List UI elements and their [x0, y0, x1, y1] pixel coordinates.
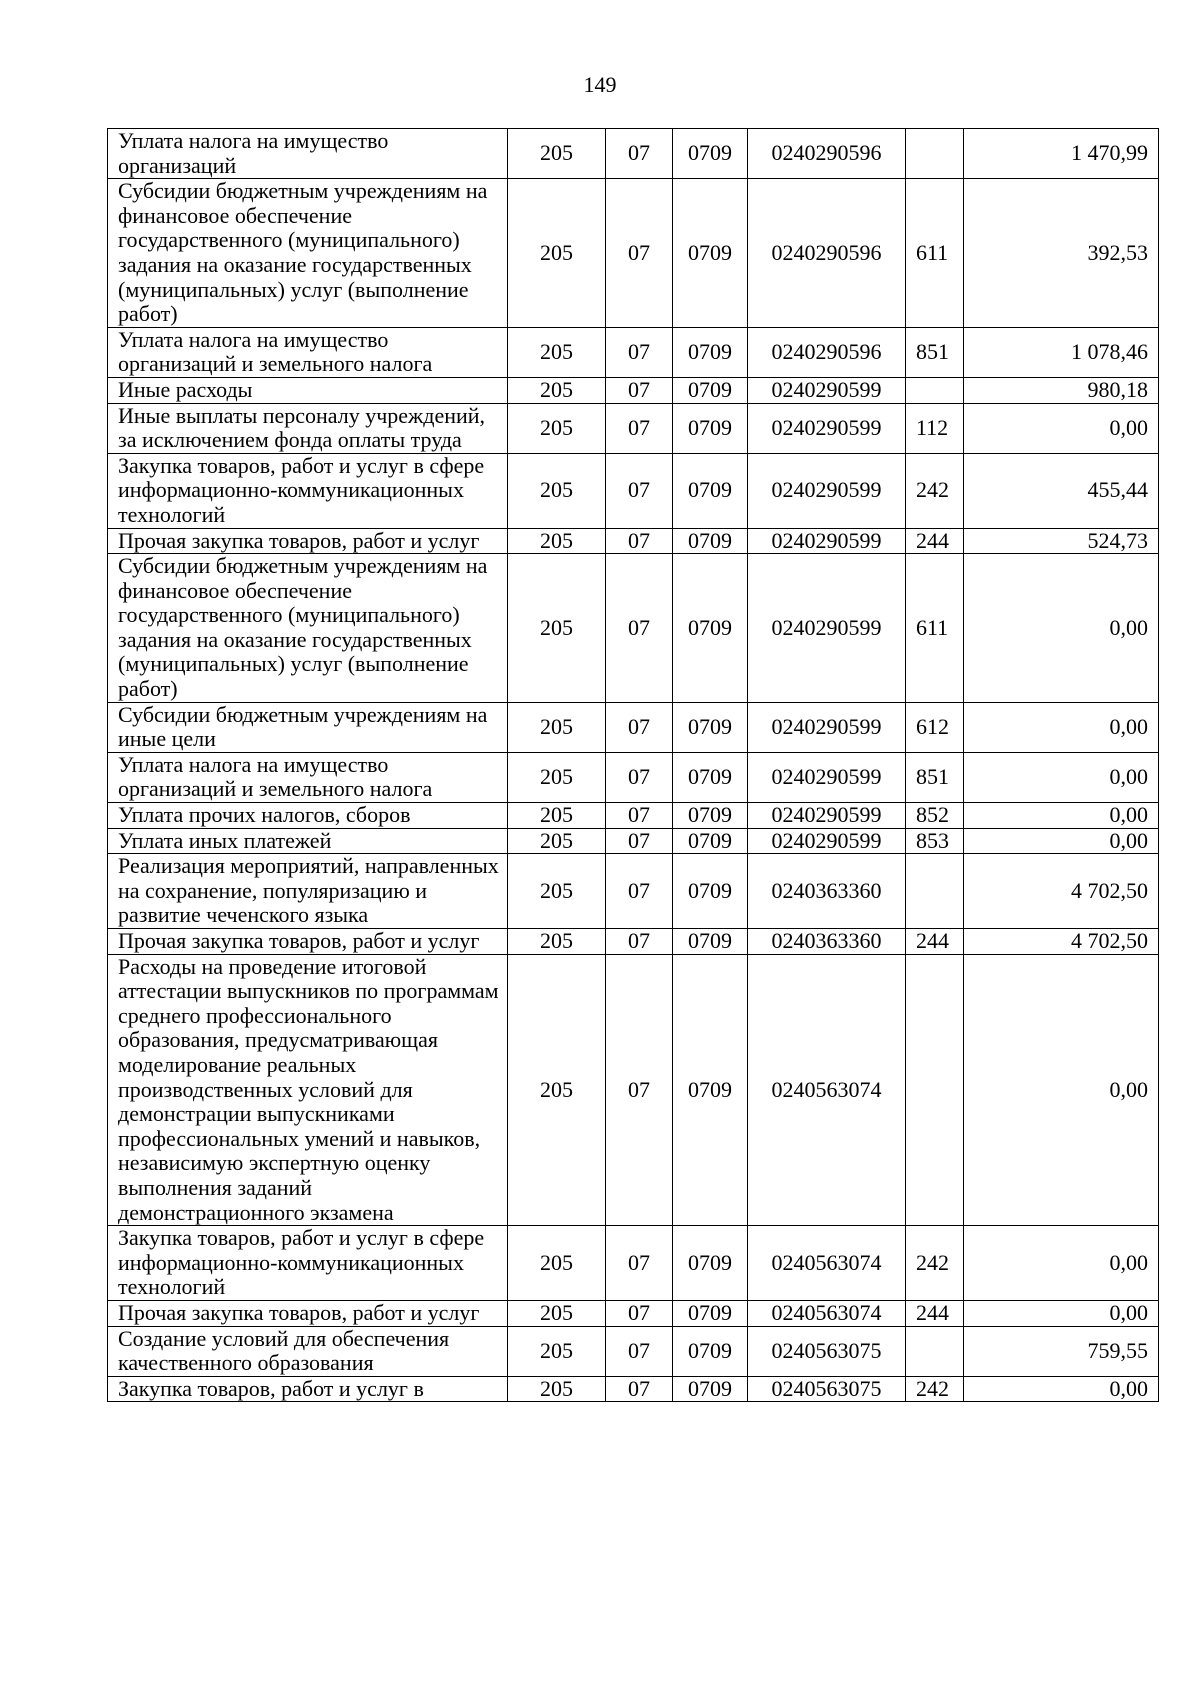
row-section-code: 07: [606, 702, 673, 752]
row-target-article-code: 0240290599: [748, 403, 906, 453]
row-ved-code: 205: [508, 179, 606, 328]
row-name: Уплата налога на имущество организаций и земельного налога: [108, 752, 508, 802]
row-section-code: 07: [606, 1326, 673, 1376]
row-ved-code: 205: [508, 554, 606, 703]
row-expense-type-code: 851: [906, 327, 964, 377]
row-ved-code: 205: [508, 377, 606, 403]
row-name: Закупка товаров, работ и услуг в сфере информационно-коммуникационных технологий: [108, 453, 508, 528]
row-amount: 0,00: [964, 954, 1159, 1226]
table-row: [108, 377, 1159, 403]
row-section-code: 07: [606, 1376, 673, 1402]
row-target-article-code: 0240290599: [748, 554, 906, 703]
row-subsection-code: 0709: [673, 528, 748, 554]
table-row: [108, 1300, 1159, 1326]
row-subsection-code: 0709: [673, 954, 748, 1226]
table-row: [108, 929, 1159, 955]
row-expense-type-code: 112: [906, 403, 964, 453]
table-body: [108, 129, 1159, 1402]
row-target-article-code: 0240290599: [748, 828, 906, 854]
row-expense-type-code: 611: [906, 179, 964, 328]
row-subsection-code: 0709: [673, 129, 748, 179]
row-section-code: 07: [606, 803, 673, 829]
row-expense-type-code: 242: [906, 1376, 964, 1402]
row-target-article-code: 0240563074: [748, 1300, 906, 1326]
row-ved-code: 205: [508, 702, 606, 752]
row-ved-code: 205: [508, 954, 606, 1226]
row-subsection-code: 0709: [673, 554, 748, 703]
row-expense-type-code: 851: [906, 752, 964, 802]
table-row: [108, 453, 1159, 528]
row-amount: 4 702,50: [964, 929, 1159, 955]
row-name: Уплата налога на имущество организаций и земельного налога: [108, 327, 508, 377]
row-ved-code: 205: [508, 453, 606, 528]
row-expense-type-code: 853: [906, 828, 964, 854]
row-name: Реализация мероприятий, направленных на сохранение, популяризацию и развитие чеченского языка: [108, 854, 508, 929]
row-ved-code: 205: [508, 929, 606, 955]
row-expense-type-code: 244: [906, 1300, 964, 1326]
row-expense-type-code: 242: [906, 1226, 964, 1301]
row-expense-type-code: 611: [906, 554, 964, 703]
row-target-article-code: 0240563074: [748, 954, 906, 1226]
row-expense-type-code: 244: [906, 929, 964, 955]
table-row: [108, 129, 1159, 179]
row-amount: 1 470,99: [964, 129, 1159, 179]
row-section-code: 07: [606, 129, 673, 179]
row-ved-code: 205: [508, 1376, 606, 1402]
row-expense-type-code: 244: [906, 528, 964, 554]
row-name: Уплата иных платежей: [108, 828, 508, 854]
row-target-article-code: 0240290596: [748, 327, 906, 377]
row-amount: 0,00: [964, 828, 1159, 854]
row-section-code: 07: [606, 528, 673, 554]
row-expense-type-code: [906, 854, 964, 929]
row-name: Субсидии бюджетным учреждениям на иные цели: [108, 702, 508, 752]
row-name: Иные расходы: [108, 377, 508, 403]
row-name: Уплата налога на имущество организаций: [108, 129, 508, 179]
row-ved-code: 205: [508, 828, 606, 854]
row-amount: 0,00: [964, 1226, 1159, 1301]
row-subsection-code: 0709: [673, 377, 748, 403]
row-target-article-code: 0240563075: [748, 1376, 906, 1402]
row-amount: 0,00: [964, 1376, 1159, 1402]
row-ved-code: 205: [508, 403, 606, 453]
row-target-article-code: 0240290596: [748, 179, 906, 328]
row-amount: 759,55: [964, 1326, 1159, 1376]
row-amount: 0,00: [964, 803, 1159, 829]
table-row: [108, 954, 1159, 1226]
row-target-article-code: 0240363360: [748, 854, 906, 929]
table-row: [108, 554, 1159, 703]
row-amount: 0,00: [964, 702, 1159, 752]
page-number: 149: [583, 72, 617, 97]
table-row: [108, 327, 1159, 377]
row-ved-code: 205: [508, 1226, 606, 1301]
row-amount: 0,00: [964, 1300, 1159, 1326]
row-ved-code: 205: [508, 854, 606, 929]
row-expense-type-code: 242: [906, 453, 964, 528]
row-ved-code: 205: [508, 129, 606, 179]
row-section-code: 07: [606, 377, 673, 403]
row-target-article-code: 0240363360: [748, 929, 906, 955]
row-amount: 0,00: [964, 403, 1159, 453]
row-ved-code: 205: [508, 1326, 606, 1376]
row-subsection-code: 0709: [673, 752, 748, 802]
row-subsection-code: 0709: [673, 327, 748, 377]
row-name: Закупка товаров, работ и услуг в сфере информационно-коммуникационных технологий: [108, 1226, 508, 1301]
table-row: [108, 828, 1159, 854]
row-amount: 1 078,46: [964, 327, 1159, 377]
row-target-article-code: 0240290599: [748, 752, 906, 802]
row-amount: 455,44: [964, 453, 1159, 528]
row-amount: 0,00: [964, 752, 1159, 802]
row-ved-code: 205: [508, 803, 606, 829]
table-row: [108, 1376, 1159, 1402]
row-subsection-code: 0709: [673, 403, 748, 453]
table-row: [108, 1226, 1159, 1301]
row-name: Уплата прочих налогов, сборов: [108, 803, 508, 829]
row-subsection-code: 0709: [673, 179, 748, 328]
row-amount: 980,18: [964, 377, 1159, 403]
row-subsection-code: 0709: [673, 1376, 748, 1402]
row-subsection-code: 0709: [673, 828, 748, 854]
row-amount: 524,73: [964, 528, 1159, 554]
row-name: Прочая закупка товаров, работ и услуг: [108, 1300, 508, 1326]
row-name: Прочая закупка товаров, работ и услуг: [108, 528, 508, 554]
table-row: [108, 803, 1159, 829]
row-subsection-code: 0709: [673, 929, 748, 955]
row-name: Создание условий для обеспечения качественного образования: [108, 1326, 508, 1376]
table-row: [108, 752, 1159, 802]
row-amount: 4 702,50: [964, 854, 1159, 929]
row-target-article-code: 0240290599: [748, 528, 906, 554]
row-section-code: 07: [606, 1300, 673, 1326]
table-row: [108, 528, 1159, 554]
row-amount: 0,00: [964, 554, 1159, 703]
table-row: [108, 179, 1159, 328]
row-expense-type-code: [906, 377, 964, 403]
table-row: [108, 702, 1159, 752]
row-target-article-code: 0240290599: [748, 803, 906, 829]
row-name: Расходы на проведение итоговой аттестации выпускников по программам среднего профессионального образования, предусматривающая моделирование реальных производственных условий для демонстрации выпускниками профессиональных умений и навыков, независимую экспертную оценку выполнения заданий демонстрационного экзамена: [108, 954, 508, 1226]
row-name: Иные выплаты персоналу учреждений, за исключением фонда оплаты труда: [108, 403, 508, 453]
row-name: Субсидии бюджетным учреждениям на финансовое обеспечение государственного (муниципального) задания на оказание государственных (муниципальных) услуг (выполнение работ): [108, 179, 508, 328]
row-subsection-code: 0709: [673, 1300, 748, 1326]
row-amount: 392,53: [964, 179, 1159, 328]
row-subsection-code: 0709: [673, 453, 748, 528]
row-name: Прочая закупка товаров, работ и услуг: [108, 929, 508, 955]
row-name: Субсидии бюджетным учреждениям на финансовое обеспечение государственного (муниципального) задания на оказание государственных (муниципальных) услуг (выполнение работ): [108, 554, 508, 703]
table-row: [108, 403, 1159, 453]
row-section-code: 07: [606, 929, 673, 955]
row-expense-type-code: 612: [906, 702, 964, 752]
row-subsection-code: 0709: [673, 1226, 748, 1301]
row-section-code: 07: [606, 453, 673, 528]
row-target-article-code: 0240290599: [748, 702, 906, 752]
row-subsection-code: 0709: [673, 803, 748, 829]
row-expense-type-code: [906, 954, 964, 1226]
row-section-code: 07: [606, 752, 673, 802]
row-section-code: 07: [606, 1226, 673, 1301]
table-row: [108, 854, 1159, 929]
row-name: Закупка товаров, работ и услуг в: [108, 1376, 508, 1402]
row-ved-code: 205: [508, 528, 606, 554]
row-expense-type-code: [906, 129, 964, 179]
row-target-article-code: 0240290599: [748, 377, 906, 403]
row-section-code: 07: [606, 179, 673, 328]
row-target-article-code: 0240563075: [748, 1326, 906, 1376]
row-subsection-code: 0709: [673, 854, 748, 929]
row-section-code: 07: [606, 954, 673, 1226]
budget-table: [107, 128, 1159, 1402]
row-subsection-code: 0709: [673, 702, 748, 752]
row-section-code: 07: [606, 854, 673, 929]
row-ved-code: 205: [508, 752, 606, 802]
row-target-article-code: 0240290599: [748, 453, 906, 528]
row-section-code: 07: [606, 327, 673, 377]
table-row: [108, 1326, 1159, 1376]
row-section-code: 07: [606, 403, 673, 453]
row-section-code: 07: [606, 554, 673, 703]
row-section-code: 07: [606, 828, 673, 854]
row-target-article-code: 0240290596: [748, 129, 906, 179]
row-expense-type-code: [906, 1326, 964, 1376]
row-target-article-code: 0240563074: [748, 1226, 906, 1301]
row-subsection-code: 0709: [673, 1326, 748, 1376]
row-ved-code: 205: [508, 327, 606, 377]
row-expense-type-code: 852: [906, 803, 964, 829]
row-ved-code: 205: [508, 1300, 606, 1326]
